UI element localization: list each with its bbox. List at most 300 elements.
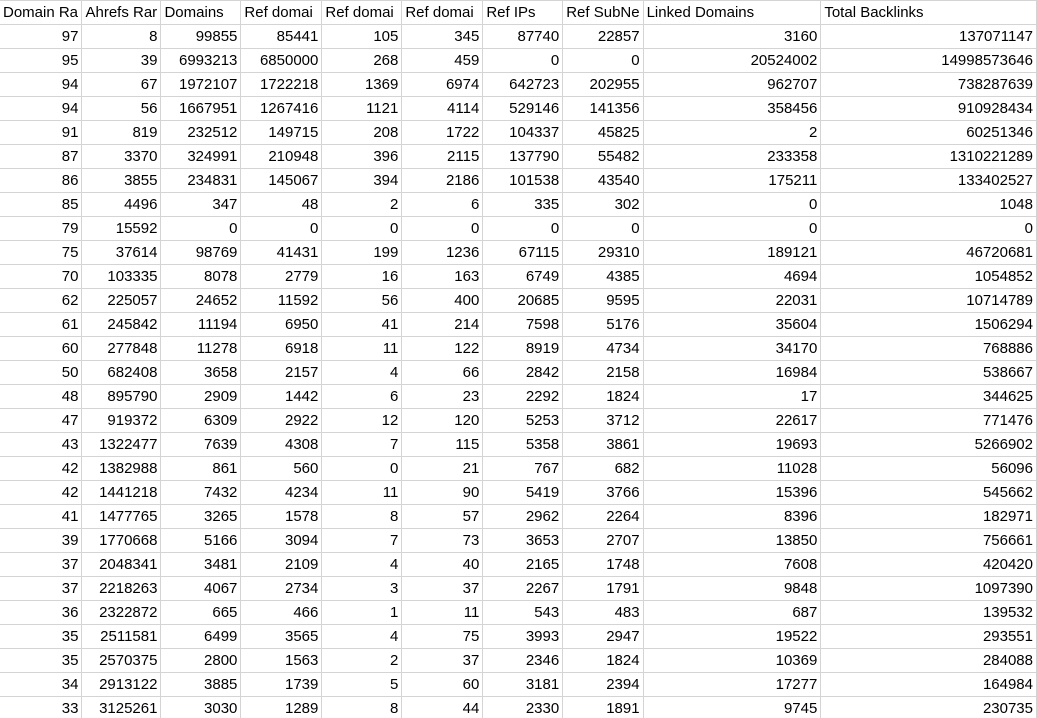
data-cell[interactable]: 164984 — [821, 673, 1037, 697]
data-cell[interactable]: 2115 — [402, 145, 483, 169]
data-cell[interactable]: 895790 — [82, 385, 161, 409]
data-cell[interactable]: 8 — [322, 505, 402, 529]
column-header-cell[interactable]: Ref domai — [241, 1, 322, 25]
data-cell[interactable]: 3766 — [563, 481, 643, 505]
data-cell[interactable]: 687 — [643, 601, 821, 625]
data-cell[interactable]: 11194 — [161, 313, 241, 337]
data-cell[interactable]: 7598 — [483, 313, 563, 337]
data-cell[interactable]: 13850 — [643, 529, 821, 553]
column-header-cell[interactable]: Ahrefs Rar — [82, 1, 161, 25]
data-cell[interactable]: 1722218 — [241, 73, 322, 97]
data-cell[interactable]: 56 — [322, 289, 402, 313]
data-cell[interactable]: 233358 — [643, 145, 821, 169]
column-header-cell[interactable]: Domain Ra — [0, 1, 82, 25]
data-cell[interactable]: 1 — [322, 601, 402, 625]
data-cell[interactable]: 1563 — [241, 649, 322, 673]
data-cell[interactable]: 396 — [322, 145, 402, 169]
data-cell[interactable]: 6 — [322, 385, 402, 409]
data-cell[interactable]: 141356 — [563, 97, 643, 121]
data-cell[interactable]: 14998573646 — [821, 49, 1037, 73]
column-header-cell[interactable]: Total Backlinks — [821, 1, 1037, 25]
data-cell[interactable]: 210948 — [241, 145, 322, 169]
data-cell[interactable]: 347 — [161, 193, 241, 217]
data-cell[interactable]: 137071147 — [821, 25, 1037, 49]
data-cell[interactable]: 2922 — [241, 409, 322, 433]
data-cell[interactable]: 230735 — [821, 697, 1037, 718]
data-cell[interactable]: 3481 — [161, 553, 241, 577]
data-cell[interactable]: 0 — [161, 217, 241, 241]
data-cell[interactable]: 15396 — [643, 481, 821, 505]
data-cell[interactable]: 21 — [402, 457, 483, 481]
data-cell[interactable]: 33 — [0, 697, 82, 718]
data-cell[interactable]: 771476 — [821, 409, 1037, 433]
data-cell[interactable]: 95 — [0, 49, 82, 73]
data-cell[interactable]: 3094 — [241, 529, 322, 553]
data-cell[interactable]: 2909 — [161, 385, 241, 409]
data-cell[interactable]: 2048341 — [82, 553, 161, 577]
data-cell[interactable]: 2 — [322, 649, 402, 673]
data-cell[interactable]: 5358 — [483, 433, 563, 457]
data-cell[interactable]: 3030 — [161, 697, 241, 718]
data-cell[interactable]: 1972107 — [161, 73, 241, 97]
data-cell[interactable]: 1289 — [241, 697, 322, 718]
data-cell[interactable]: 4 — [322, 625, 402, 649]
data-cell[interactable]: 17 — [643, 385, 821, 409]
data-cell[interactable]: 529146 — [483, 97, 563, 121]
data-cell[interactable]: 3653 — [483, 529, 563, 553]
data-cell[interactable]: 466 — [241, 601, 322, 625]
data-cell[interactable]: 15592 — [82, 217, 161, 241]
data-cell[interactable]: 682408 — [82, 361, 161, 385]
data-cell[interactable]: 208 — [322, 121, 402, 145]
data-cell[interactable]: 1442 — [241, 385, 322, 409]
data-cell[interactable]: 284088 — [821, 649, 1037, 673]
data-cell[interactable]: 2346 — [483, 649, 563, 673]
data-cell[interactable]: 97 — [0, 25, 82, 49]
data-cell[interactable]: 4114 — [402, 97, 483, 121]
data-cell[interactable]: 85 — [0, 193, 82, 217]
data-cell[interactable]: 56096 — [821, 457, 1037, 481]
data-cell[interactable]: 543 — [483, 601, 563, 625]
data-cell[interactable]: 0 — [563, 49, 643, 73]
data-cell[interactable]: 1048 — [821, 193, 1037, 217]
data-cell[interactable]: 1770668 — [82, 529, 161, 553]
data-cell[interactable]: 420420 — [821, 553, 1037, 577]
data-cell[interactable]: 37 — [402, 577, 483, 601]
data-cell[interactable]: 3 — [322, 577, 402, 601]
data-cell[interactable]: 34 — [0, 673, 82, 697]
data-cell[interactable]: 2292 — [483, 385, 563, 409]
data-cell[interactable]: 5176 — [563, 313, 643, 337]
data-cell[interactable]: 268 — [322, 49, 402, 73]
data-cell[interactable]: 962707 — [643, 73, 821, 97]
data-cell[interactable]: 50 — [0, 361, 82, 385]
data-cell[interactable]: 1236 — [402, 241, 483, 265]
data-cell[interactable]: 910928434 — [821, 97, 1037, 121]
column-header-cell[interactable]: Domains — [161, 1, 241, 25]
data-cell[interactable]: 4067 — [161, 577, 241, 601]
data-cell[interactable]: 24652 — [161, 289, 241, 313]
data-cell[interactable]: 4694 — [643, 265, 821, 289]
data-cell[interactable]: 2157 — [241, 361, 322, 385]
data-cell[interactable]: 8 — [82, 25, 161, 49]
data-cell[interactable]: 139532 — [821, 601, 1037, 625]
data-cell[interactable]: 16984 — [643, 361, 821, 385]
data-cell[interactable]: 1739 — [241, 673, 322, 697]
data-cell[interactable]: 149715 — [241, 121, 322, 145]
data-cell[interactable]: 29310 — [563, 241, 643, 265]
data-cell[interactable]: 199 — [322, 241, 402, 265]
data-cell[interactable]: 11592 — [241, 289, 322, 313]
data-cell[interactable]: 302 — [563, 193, 643, 217]
data-cell[interactable]: 91 — [0, 121, 82, 145]
data-cell[interactable]: 2 — [643, 121, 821, 145]
data-cell[interactable]: 6950 — [241, 313, 322, 337]
data-cell[interactable]: 459 — [402, 49, 483, 73]
data-cell[interactable]: 17277 — [643, 673, 821, 697]
data-cell[interactable]: 4308 — [241, 433, 322, 457]
data-cell[interactable]: 3181 — [483, 673, 563, 697]
data-cell[interactable]: 36 — [0, 601, 82, 625]
data-cell[interactable]: 6974 — [402, 73, 483, 97]
data-cell[interactable]: 3265 — [161, 505, 241, 529]
data-cell[interactable]: 7639 — [161, 433, 241, 457]
data-cell[interactable]: 87740 — [483, 25, 563, 49]
data-cell[interactable]: 8 — [322, 697, 402, 718]
data-cell[interactable]: 2842 — [483, 361, 563, 385]
data-cell[interactable]: 9848 — [643, 577, 821, 601]
column-header-cell[interactable]: Ref domai — [322, 1, 402, 25]
data-cell[interactable]: 1477765 — [82, 505, 161, 529]
data-cell[interactable]: 67115 — [483, 241, 563, 265]
data-cell[interactable]: 2267 — [483, 577, 563, 601]
data-cell[interactable]: 47 — [0, 409, 82, 433]
data-cell[interactable]: 42 — [0, 481, 82, 505]
data-cell[interactable]: 41 — [0, 505, 82, 529]
column-header-cell[interactable]: Ref IPs — [483, 1, 563, 25]
data-cell[interactable]: 277848 — [82, 337, 161, 361]
data-cell[interactable]: 0 — [643, 193, 821, 217]
data-cell[interactable]: 2 — [322, 193, 402, 217]
data-cell[interactable]: 682 — [563, 457, 643, 481]
data-cell[interactable]: 57 — [402, 505, 483, 529]
data-cell[interactable]: 245842 — [82, 313, 161, 337]
data-cell[interactable]: 1441218 — [82, 481, 161, 505]
data-cell[interactable]: 234831 — [161, 169, 241, 193]
data-cell[interactable]: 1382988 — [82, 457, 161, 481]
data-cell[interactable]: 120 — [402, 409, 483, 433]
data-cell[interactable]: 1667951 — [161, 97, 241, 121]
data-cell[interactable]: 665 — [161, 601, 241, 625]
data-cell[interactable]: 767 — [483, 457, 563, 481]
data-cell[interactable]: 145067 — [241, 169, 322, 193]
data-cell[interactable]: 12 — [322, 409, 402, 433]
data-cell[interactable]: 6850000 — [241, 49, 322, 73]
data-cell[interactable]: 73 — [402, 529, 483, 553]
data-cell[interactable]: 39 — [0, 529, 82, 553]
data-cell[interactable]: 1310221289 — [821, 145, 1037, 169]
data-cell[interactable]: 2165 — [483, 553, 563, 577]
data-cell[interactable]: 7 — [322, 529, 402, 553]
data-cell[interactable]: 94 — [0, 73, 82, 97]
data-cell[interactable]: 44 — [402, 697, 483, 718]
data-cell[interactable]: 4 — [322, 361, 402, 385]
data-cell[interactable]: 3861 — [563, 433, 643, 457]
data-cell[interactable]: 0 — [821, 217, 1037, 241]
data-cell[interactable]: 768886 — [821, 337, 1037, 361]
data-cell[interactable]: 2394 — [563, 673, 643, 697]
data-cell[interactable]: 90 — [402, 481, 483, 505]
data-cell[interactable]: 3855 — [82, 169, 161, 193]
data-cell[interactable]: 41 — [322, 313, 402, 337]
data-cell[interactable]: 6993213 — [161, 49, 241, 73]
data-cell[interactable]: 214 — [402, 313, 483, 337]
data-cell[interactable]: 48 — [241, 193, 322, 217]
data-cell[interactable]: 11028 — [643, 457, 821, 481]
data-cell[interactable]: 2800 — [161, 649, 241, 673]
data-cell[interactable]: 5253 — [483, 409, 563, 433]
data-cell[interactable]: 345 — [402, 25, 483, 49]
data-cell[interactable]: 11 — [322, 481, 402, 505]
data-cell[interactable]: 22857 — [563, 25, 643, 49]
data-cell[interactable]: 189121 — [643, 241, 821, 265]
data-cell[interactable]: 60251346 — [821, 121, 1037, 145]
data-cell[interactable]: 7 — [322, 433, 402, 457]
data-cell[interactable]: 34170 — [643, 337, 821, 361]
data-cell[interactable]: 483 — [563, 601, 643, 625]
data-cell[interactable]: 2734 — [241, 577, 322, 601]
data-cell[interactable]: 293551 — [821, 625, 1037, 649]
data-cell[interactable]: 86 — [0, 169, 82, 193]
data-cell[interactable]: 1506294 — [821, 313, 1037, 337]
data-cell[interactable]: 60 — [0, 337, 82, 361]
data-cell[interactable]: 16 — [322, 265, 402, 289]
data-cell[interactable]: 45825 — [563, 121, 643, 145]
data-cell[interactable]: 5166 — [161, 529, 241, 553]
data-cell[interactable]: 61 — [0, 313, 82, 337]
data-cell[interactable]: 4734 — [563, 337, 643, 361]
data-cell[interactable]: 11278 — [161, 337, 241, 361]
data-cell[interactable]: 738287639 — [821, 73, 1037, 97]
data-cell[interactable]: 232512 — [161, 121, 241, 145]
data-cell[interactable]: 10369 — [643, 649, 821, 673]
data-cell[interactable]: 37 — [0, 577, 82, 601]
data-cell[interactable]: 7432 — [161, 481, 241, 505]
data-cell[interactable]: 48 — [0, 385, 82, 409]
data-cell[interactable]: 4385 — [563, 265, 643, 289]
data-cell[interactable]: 37 — [0, 553, 82, 577]
data-cell[interactable]: 3885 — [161, 673, 241, 697]
data-cell[interactable]: 819 — [82, 121, 161, 145]
data-cell[interactable]: 0 — [483, 49, 563, 73]
data-cell[interactable]: 35604 — [643, 313, 821, 337]
data-cell[interactable]: 400 — [402, 289, 483, 313]
data-cell[interactable]: 163 — [402, 265, 483, 289]
data-cell[interactable]: 0 — [643, 217, 821, 241]
data-cell[interactable]: 43 — [0, 433, 82, 457]
data-cell[interactable]: 75 — [402, 625, 483, 649]
data-cell[interactable]: 6 — [402, 193, 483, 217]
data-cell[interactable]: 3370 — [82, 145, 161, 169]
data-cell[interactable]: 861 — [161, 457, 241, 481]
data-cell[interactable]: 1824 — [563, 649, 643, 673]
data-cell[interactable]: 35 — [0, 625, 82, 649]
data-cell[interactable]: 85441 — [241, 25, 322, 49]
data-cell[interactable]: 19522 — [643, 625, 821, 649]
data-cell[interactable]: 35 — [0, 649, 82, 673]
data-cell[interactable]: 2186 — [402, 169, 483, 193]
data-cell[interactable]: 4 — [322, 553, 402, 577]
data-cell[interactable]: 2707 — [563, 529, 643, 553]
data-cell[interactable]: 538667 — [821, 361, 1037, 385]
data-cell[interactable]: 545662 — [821, 481, 1037, 505]
data-cell[interactable]: 0 — [563, 217, 643, 241]
column-header-cell[interactable]: Linked Domains — [643, 1, 821, 25]
data-cell[interactable]: 394 — [322, 169, 402, 193]
data-cell[interactable]: 8396 — [643, 505, 821, 529]
data-cell[interactable]: 1748 — [563, 553, 643, 577]
data-cell[interactable]: 67 — [82, 73, 161, 97]
data-cell[interactable]: 70 — [0, 265, 82, 289]
data-cell[interactable]: 0 — [322, 217, 402, 241]
data-cell[interactable]: 6309 — [161, 409, 241, 433]
data-cell[interactable]: 56 — [82, 97, 161, 121]
data-cell[interactable]: 20524002 — [643, 49, 821, 73]
data-cell[interactable]: 22617 — [643, 409, 821, 433]
column-header-cell[interactable]: Ref domai — [402, 1, 483, 25]
data-cell[interactable]: 37 — [402, 649, 483, 673]
data-cell[interactable]: 4234 — [241, 481, 322, 505]
data-cell[interactable]: 99855 — [161, 25, 241, 49]
data-cell[interactable]: 137790 — [483, 145, 563, 169]
data-cell[interactable]: 5419 — [483, 481, 563, 505]
data-cell[interactable]: 9595 — [563, 289, 643, 313]
data-cell[interactable]: 101538 — [483, 169, 563, 193]
data-cell[interactable]: 2962 — [483, 505, 563, 529]
data-cell[interactable]: 0 — [322, 457, 402, 481]
data-cell[interactable]: 4496 — [82, 193, 161, 217]
data-cell[interactable]: 19693 — [643, 433, 821, 457]
data-cell[interactable]: 1791 — [563, 577, 643, 601]
data-cell[interactable]: 22031 — [643, 289, 821, 313]
data-cell[interactable]: 122 — [402, 337, 483, 361]
data-cell[interactable]: 642723 — [483, 73, 563, 97]
data-cell[interactable]: 40 — [402, 553, 483, 577]
data-cell[interactable]: 11 — [322, 337, 402, 361]
data-cell[interactable]: 344625 — [821, 385, 1037, 409]
data-cell[interactable]: 3125261 — [82, 697, 161, 718]
data-cell[interactable]: 23 — [402, 385, 483, 409]
data-cell[interactable]: 1891 — [563, 697, 643, 718]
data-cell[interactable]: 10714789 — [821, 289, 1037, 313]
data-cell[interactable]: 2779 — [241, 265, 322, 289]
data-cell[interactable]: 1722 — [402, 121, 483, 145]
data-cell[interactable]: 560 — [241, 457, 322, 481]
data-cell[interactable]: 3565 — [241, 625, 322, 649]
data-cell[interactable]: 3160 — [643, 25, 821, 49]
data-cell[interactable]: 2264 — [563, 505, 643, 529]
data-cell[interactable]: 919372 — [82, 409, 161, 433]
data-cell[interactable]: 20685 — [483, 289, 563, 313]
data-cell[interactable]: 2330 — [483, 697, 563, 718]
data-cell[interactable]: 324991 — [161, 145, 241, 169]
data-cell[interactable]: 98769 — [161, 241, 241, 265]
data-cell[interactable]: 1121 — [322, 97, 402, 121]
data-cell[interactable]: 2322872 — [82, 601, 161, 625]
data-cell[interactable]: 11 — [402, 601, 483, 625]
data-cell[interactable]: 2158 — [563, 361, 643, 385]
data-cell[interactable]: 42 — [0, 457, 82, 481]
data-cell[interactable]: 2218263 — [82, 577, 161, 601]
data-cell[interactable]: 2570375 — [82, 649, 161, 673]
data-cell[interactable]: 202955 — [563, 73, 643, 97]
data-cell[interactable]: 5266902 — [821, 433, 1037, 457]
data-cell[interactable]: 37614 — [82, 241, 161, 265]
data-cell[interactable]: 358456 — [643, 97, 821, 121]
data-cell[interactable]: 1054852 — [821, 265, 1037, 289]
data-cell[interactable]: 5 — [322, 673, 402, 697]
data-cell[interactable]: 1824 — [563, 385, 643, 409]
data-cell[interactable]: 66 — [402, 361, 483, 385]
data-cell[interactable]: 105 — [322, 25, 402, 49]
data-cell[interactable]: 3658 — [161, 361, 241, 385]
data-cell[interactable]: 175211 — [643, 169, 821, 193]
column-header-cell[interactable]: Ref SubNe — [563, 1, 643, 25]
data-cell[interactable]: 1267416 — [241, 97, 322, 121]
data-cell[interactable]: 756661 — [821, 529, 1037, 553]
data-cell[interactable]: 39 — [82, 49, 161, 73]
data-cell[interactable]: 1369 — [322, 73, 402, 97]
data-cell[interactable]: 1322477 — [82, 433, 161, 457]
data-cell[interactable]: 75 — [0, 241, 82, 265]
data-cell[interactable]: 225057 — [82, 289, 161, 313]
data-cell[interactable]: 87 — [0, 145, 82, 169]
data-cell[interactable]: 3993 — [483, 625, 563, 649]
data-cell[interactable]: 3712 — [563, 409, 643, 433]
data-cell[interactable]: 1097390 — [821, 577, 1037, 601]
data-cell[interactable]: 9745 — [643, 697, 821, 718]
data-cell[interactable]: 79 — [0, 217, 82, 241]
data-cell[interactable]: 2947 — [563, 625, 643, 649]
data-cell[interactable]: 41431 — [241, 241, 322, 265]
data-cell[interactable]: 46720681 — [821, 241, 1037, 265]
data-cell[interactable]: 43540 — [563, 169, 643, 193]
data-cell[interactable]: 0 — [402, 217, 483, 241]
data-cell[interactable]: 133402527 — [821, 169, 1037, 193]
data-cell[interactable]: 2913122 — [82, 673, 161, 697]
data-cell[interactable]: 0 — [483, 217, 563, 241]
data-cell[interactable]: 2511581 — [82, 625, 161, 649]
data-cell[interactable]: 6918 — [241, 337, 322, 361]
data-cell[interactable]: 6749 — [483, 265, 563, 289]
data-cell[interactable]: 94 — [0, 97, 82, 121]
data-cell[interactable]: 8078 — [161, 265, 241, 289]
data-cell[interactable]: 104337 — [483, 121, 563, 145]
data-cell[interactable]: 2109 — [241, 553, 322, 577]
data-cell[interactable]: 7608 — [643, 553, 821, 577]
data-cell[interactable]: 8919 — [483, 337, 563, 361]
data-cell[interactable]: 1578 — [241, 505, 322, 529]
data-cell[interactable]: 55482 — [563, 145, 643, 169]
data-cell[interactable]: 62 — [0, 289, 82, 313]
data-cell[interactable]: 103335 — [82, 265, 161, 289]
data-cell[interactable]: 60 — [402, 673, 483, 697]
data-cell[interactable]: 6499 — [161, 625, 241, 649]
data-cell[interactable]: 115 — [402, 433, 483, 457]
data-cell[interactable]: 182971 — [821, 505, 1037, 529]
data-cell[interactable]: 0 — [241, 217, 322, 241]
data-cell[interactable]: 335 — [483, 193, 563, 217]
